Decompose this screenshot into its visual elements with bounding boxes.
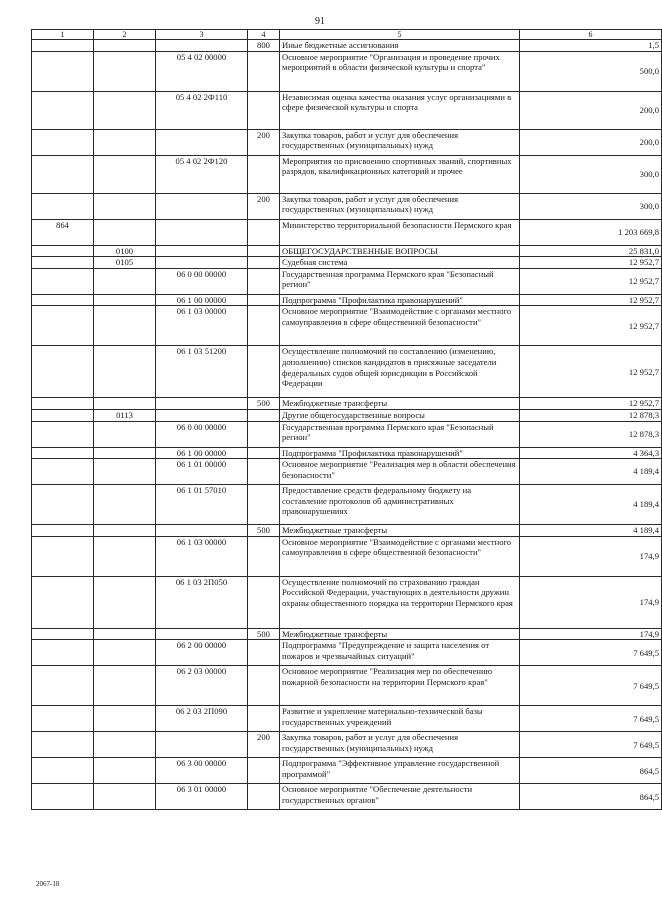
cell-description: Основное мероприятие "Взаимодействие с органами местного самоуправления в сфере общественной безопасности" (280, 306, 520, 346)
cell-description: Развитие и укрепление материально-технической базы государственных учреждений (280, 706, 520, 732)
table-row (32, 40, 662, 52)
cell-expense-type (248, 409, 280, 421)
cell-amount: 12 952,7 (520, 398, 662, 410)
footer-code: 2067-18 (36, 880, 60, 888)
cell-description: Предоставление средств федеральному бюджету на составление протоколов об административных правонарушениях (280, 485, 520, 525)
cell-ministry-code (32, 706, 94, 732)
table-row (32, 245, 662, 257)
table-row (32, 459, 662, 485)
cell-amount: 300,0 (520, 193, 662, 219)
table-row (32, 51, 662, 91)
cell-ministry-code (32, 193, 94, 219)
page-number: 91 (315, 16, 325, 27)
cell-ministry-code (32, 525, 94, 537)
cell-description: Подпрограмма "Предупреждение и защита населения от пожаров и чрезвычайных ситуаций" (280, 640, 520, 666)
header-col-6: 6 (520, 30, 662, 40)
cell-section-code (94, 155, 156, 193)
cell-ministry-code (32, 628, 94, 640)
cell-section-code (94, 193, 156, 219)
cell-expense-type (248, 306, 280, 346)
cell-description: Независимая оценка качества оказания услуг организациями в сфере физической культуры и спорта (280, 91, 520, 129)
cell-target-article (156, 129, 248, 155)
cell-target-article: 06 1 00 00000 (156, 294, 248, 306)
cell-ministry-code (32, 346, 94, 398)
cell-expense-type (248, 268, 280, 294)
table-row (32, 485, 662, 525)
header-row (32, 30, 662, 40)
cell-expense-type: 500 (248, 398, 280, 410)
cell-description: Межбюджетные трансферты (280, 628, 520, 640)
cell-target-article: 06 2 00 00000 (156, 640, 248, 666)
cell-section-code (94, 576, 156, 628)
cell-expense-type (248, 447, 280, 459)
cell-section-code: 0113 (94, 409, 156, 421)
cell-section-code (94, 640, 156, 666)
table-row (32, 294, 662, 306)
table-row (32, 576, 662, 628)
table-row (32, 666, 662, 706)
table-row (32, 536, 662, 576)
table-row (32, 129, 662, 155)
cell-amount: 7 649,5 (520, 640, 662, 666)
cell-target-article (156, 257, 248, 269)
cell-amount: 12 952,7 (520, 268, 662, 294)
cell-ministry-code (32, 91, 94, 129)
cell-section-code (94, 346, 156, 398)
cell-expense-type (248, 155, 280, 193)
cell-expense-type (248, 257, 280, 269)
cell-target-article: 06 2 03 00000 (156, 666, 248, 706)
table-row (32, 155, 662, 193)
cell-target-article: 06 1 03 00000 (156, 536, 248, 576)
table-row (32, 758, 662, 784)
table-row (32, 193, 662, 219)
cell-amount: 25 831,0 (520, 245, 662, 257)
cell-section-code (94, 732, 156, 758)
cell-amount: 200,0 (520, 91, 662, 129)
cell-target-article: 06 2 03 2П090 (156, 706, 248, 732)
cell-amount: 864,5 (520, 758, 662, 784)
cell-section-code (94, 219, 156, 245)
cell-amount: 12 878,3 (520, 421, 662, 447)
cell-target-article (156, 245, 248, 257)
cell-ministry-code (32, 447, 94, 459)
cell-amount: 7 649,5 (520, 706, 662, 732)
cell-expense-type (248, 576, 280, 628)
cell-description: Основное мероприятие "Взаимодействие с органами местного самоуправления в сфере общественной безопасности" (280, 536, 520, 576)
cell-target-article (156, 628, 248, 640)
cell-section-code (94, 129, 156, 155)
cell-target-article: 06 1 03 00000 (156, 306, 248, 346)
cell-amount: 1,5 (520, 40, 662, 52)
cell-description: Подпрограмма "Эффективное управление государственной программой" (280, 758, 520, 784)
cell-ministry-code (32, 306, 94, 346)
cell-target-article (156, 398, 248, 410)
cell-expense-type (248, 346, 280, 398)
cell-section-code (94, 525, 156, 537)
cell-expense-type (248, 245, 280, 257)
table-row (32, 447, 662, 459)
cell-amount: 12 952,7 (520, 257, 662, 269)
cell-section-code (94, 398, 156, 410)
cell-section-code (94, 706, 156, 732)
cell-ministry-code (32, 40, 94, 52)
cell-description: Основное мероприятие "Обеспечение деятельности государственных органов" (280, 784, 520, 810)
cell-section-code (94, 447, 156, 459)
header-col-1: 1 (32, 30, 94, 40)
cell-expense-type (248, 666, 280, 706)
cell-description: Основное мероприятие "Реализация мер по обеспечению пожарной безопасности на территории Пермского края" (280, 666, 520, 706)
table-row (32, 268, 662, 294)
cell-description: Закупка товаров, работ и услуг для обеспечения государственных (муниципальных) нужд (280, 193, 520, 219)
table-row (32, 257, 662, 269)
cell-amount: 300,0 (520, 155, 662, 193)
cell-ministry-code (32, 294, 94, 306)
cell-description: Судебная система (280, 257, 520, 269)
cell-ministry-code (32, 409, 94, 421)
cell-expense-type (248, 485, 280, 525)
cell-amount: 174,9 (520, 576, 662, 628)
cell-target-article: 05 4 02 2Ф120 (156, 155, 248, 193)
cell-description: Подпрограмма "Профилактика правонарушений" (280, 294, 520, 306)
cell-amount: 1 203 669,8 (520, 219, 662, 245)
cell-description: Закупка товаров, работ и услуг для обеспечения государственных (муниципальных) нужд (280, 732, 520, 758)
table-row (32, 219, 662, 245)
cell-ministry-code (32, 732, 94, 758)
cell-target-article: 06 0 00 00000 (156, 421, 248, 447)
cell-section-code (94, 421, 156, 447)
cell-amount: 200,0 (520, 129, 662, 155)
cell-expense-type (248, 459, 280, 485)
cell-section-code (94, 628, 156, 640)
table-row (32, 628, 662, 640)
cell-amount: 12 952,7 (520, 346, 662, 398)
cell-section-code (94, 40, 156, 52)
cell-ministry-code (32, 666, 94, 706)
cell-expense-type (248, 91, 280, 129)
table-row (32, 525, 662, 537)
cell-description: Другие общегосударственные вопросы (280, 409, 520, 421)
cell-expense-type (248, 536, 280, 576)
cell-section-code (94, 666, 156, 706)
cell-ministry-code: 864 (32, 219, 94, 245)
cell-target-article (156, 193, 248, 219)
cell-target-article: 06 3 00 00000 (156, 758, 248, 784)
cell-ministry-code (32, 485, 94, 525)
cell-expense-type: 500 (248, 628, 280, 640)
cell-expense-type (248, 219, 280, 245)
cell-target-article: 05 4 02 00000 (156, 51, 248, 91)
cell-ministry-code (32, 640, 94, 666)
cell-ministry-code (32, 459, 94, 485)
cell-section-code (94, 758, 156, 784)
cell-ministry-code (32, 576, 94, 628)
cell-target-article (156, 409, 248, 421)
cell-amount: 500,0 (520, 51, 662, 91)
cell-expense-type: 200 (248, 193, 280, 219)
cell-target-article: 06 1 03 2П050 (156, 576, 248, 628)
header-col-5: 5 (280, 30, 520, 40)
header-col-3: 3 (156, 30, 248, 40)
cell-amount: 7 649,5 (520, 732, 662, 758)
cell-description: Закупка товаров, работ и услуг для обеспечения государственных (муниципальных) нужд (280, 129, 520, 155)
cell-section-code (94, 485, 156, 525)
cell-description: Межбюджетные трансферты (280, 525, 520, 537)
cell-amount: 864,5 (520, 784, 662, 810)
cell-expense-type (248, 784, 280, 810)
cell-ministry-code (32, 398, 94, 410)
cell-expense-type: 500 (248, 525, 280, 537)
table-row (32, 706, 662, 732)
budget-table (31, 29, 662, 810)
cell-section-code (94, 784, 156, 810)
cell-section-code (94, 268, 156, 294)
cell-description: Мероприятия по присвоению спортивных званий, спортивных разрядов, квалификационных категорий и прочее (280, 155, 520, 193)
cell-section-code (94, 306, 156, 346)
cell-target-article (156, 525, 248, 537)
cell-amount: 174,9 (520, 628, 662, 640)
cell-amount: 4 189,4 (520, 485, 662, 525)
cell-target-article (156, 40, 248, 52)
cell-ministry-code (32, 155, 94, 193)
cell-ministry-code (32, 129, 94, 155)
table-row (32, 784, 662, 810)
table-row (32, 346, 662, 398)
cell-expense-type (248, 421, 280, 447)
cell-amount: 12 952,7 (520, 294, 662, 306)
table-row (32, 732, 662, 758)
cell-target-article: 06 1 01 57010 (156, 485, 248, 525)
cell-section-code (94, 536, 156, 576)
table-row (32, 306, 662, 346)
cell-section-code (94, 91, 156, 129)
cell-section-code (94, 459, 156, 485)
header-col-4: 4 (248, 30, 280, 40)
cell-description: ОБЩЕГОСУДАРСТВЕННЫЕ ВОПРОСЫ (280, 245, 520, 257)
cell-expense-type (248, 51, 280, 91)
cell-ministry-code (32, 536, 94, 576)
cell-expense-type (248, 640, 280, 666)
cell-description: Государственная программа Пермского края "Безопасный регион" (280, 421, 520, 447)
cell-section-code: 0100 (94, 245, 156, 257)
cell-ministry-code (32, 51, 94, 91)
cell-amount: 12 878,3 (520, 409, 662, 421)
cell-amount: 4 364,3 (520, 447, 662, 459)
cell-target-article: 06 1 00 00000 (156, 447, 248, 459)
table-row (32, 398, 662, 410)
cell-expense-type: 800 (248, 40, 280, 52)
cell-description: Подпрограмма "Профилактика правонарушений" (280, 447, 520, 459)
cell-ministry-code (32, 268, 94, 294)
cell-amount: 4 189,4 (520, 459, 662, 485)
cell-description: Осуществление полномочий по страхованию граждан Российской Федерации, участвующих в деятельности дружин охраны общественного порядка на территории Пермского края (280, 576, 520, 628)
cell-target-article (156, 732, 248, 758)
cell-expense-type (248, 758, 280, 784)
cell-target-article: 05 4 02 2Ф110 (156, 91, 248, 129)
cell-target-article: 06 1 01 00000 (156, 459, 248, 485)
cell-description: Иные бюджетные ассигнования (280, 40, 520, 52)
cell-expense-type: 200 (248, 129, 280, 155)
cell-description: Основное мероприятие "Организация и проведение прочих мероприятий в области физической культуры и спорта" (280, 51, 520, 91)
cell-ministry-code (32, 257, 94, 269)
cell-target-article: 06 3 01 00000 (156, 784, 248, 810)
table-row (32, 409, 662, 421)
table-row (32, 421, 662, 447)
cell-section-code (94, 294, 156, 306)
cell-ministry-code (32, 784, 94, 810)
cell-ministry-code (32, 758, 94, 784)
cell-expense-type (248, 294, 280, 306)
header-col-2: 2 (94, 30, 156, 40)
cell-target-article: 06 1 03 51200 (156, 346, 248, 398)
cell-description: Осуществление полномочий по составлению (изменению, дополнению) списков кандидатов в присяжные заседатели федеральных судов общей юрисдикции в Российской Федерации (280, 346, 520, 398)
cell-section-code: 0105 (94, 257, 156, 269)
cell-amount: 174,9 (520, 536, 662, 576)
cell-target-article (156, 219, 248, 245)
cell-expense-type (248, 706, 280, 732)
cell-description: Основное мероприятие "Реализация мер в области обеспечения безопасности" (280, 459, 520, 485)
cell-amount: 7 649,5 (520, 666, 662, 706)
cell-description: Министерство территориальной безопасности Пермского края (280, 219, 520, 245)
cell-ministry-code (32, 421, 94, 447)
cell-expense-type: 200 (248, 732, 280, 758)
cell-description: Межбюджетные трансферты (280, 398, 520, 410)
cell-amount: 12 952,7 (520, 306, 662, 346)
cell-description: Государственная программа Пермского края "Безопасный регион" (280, 268, 520, 294)
cell-section-code (94, 51, 156, 91)
cell-ministry-code (32, 245, 94, 257)
table-row (32, 91, 662, 129)
table-row (32, 640, 662, 666)
cell-amount: 4 189,4 (520, 525, 662, 537)
cell-target-article: 06 0 00 00000 (156, 268, 248, 294)
